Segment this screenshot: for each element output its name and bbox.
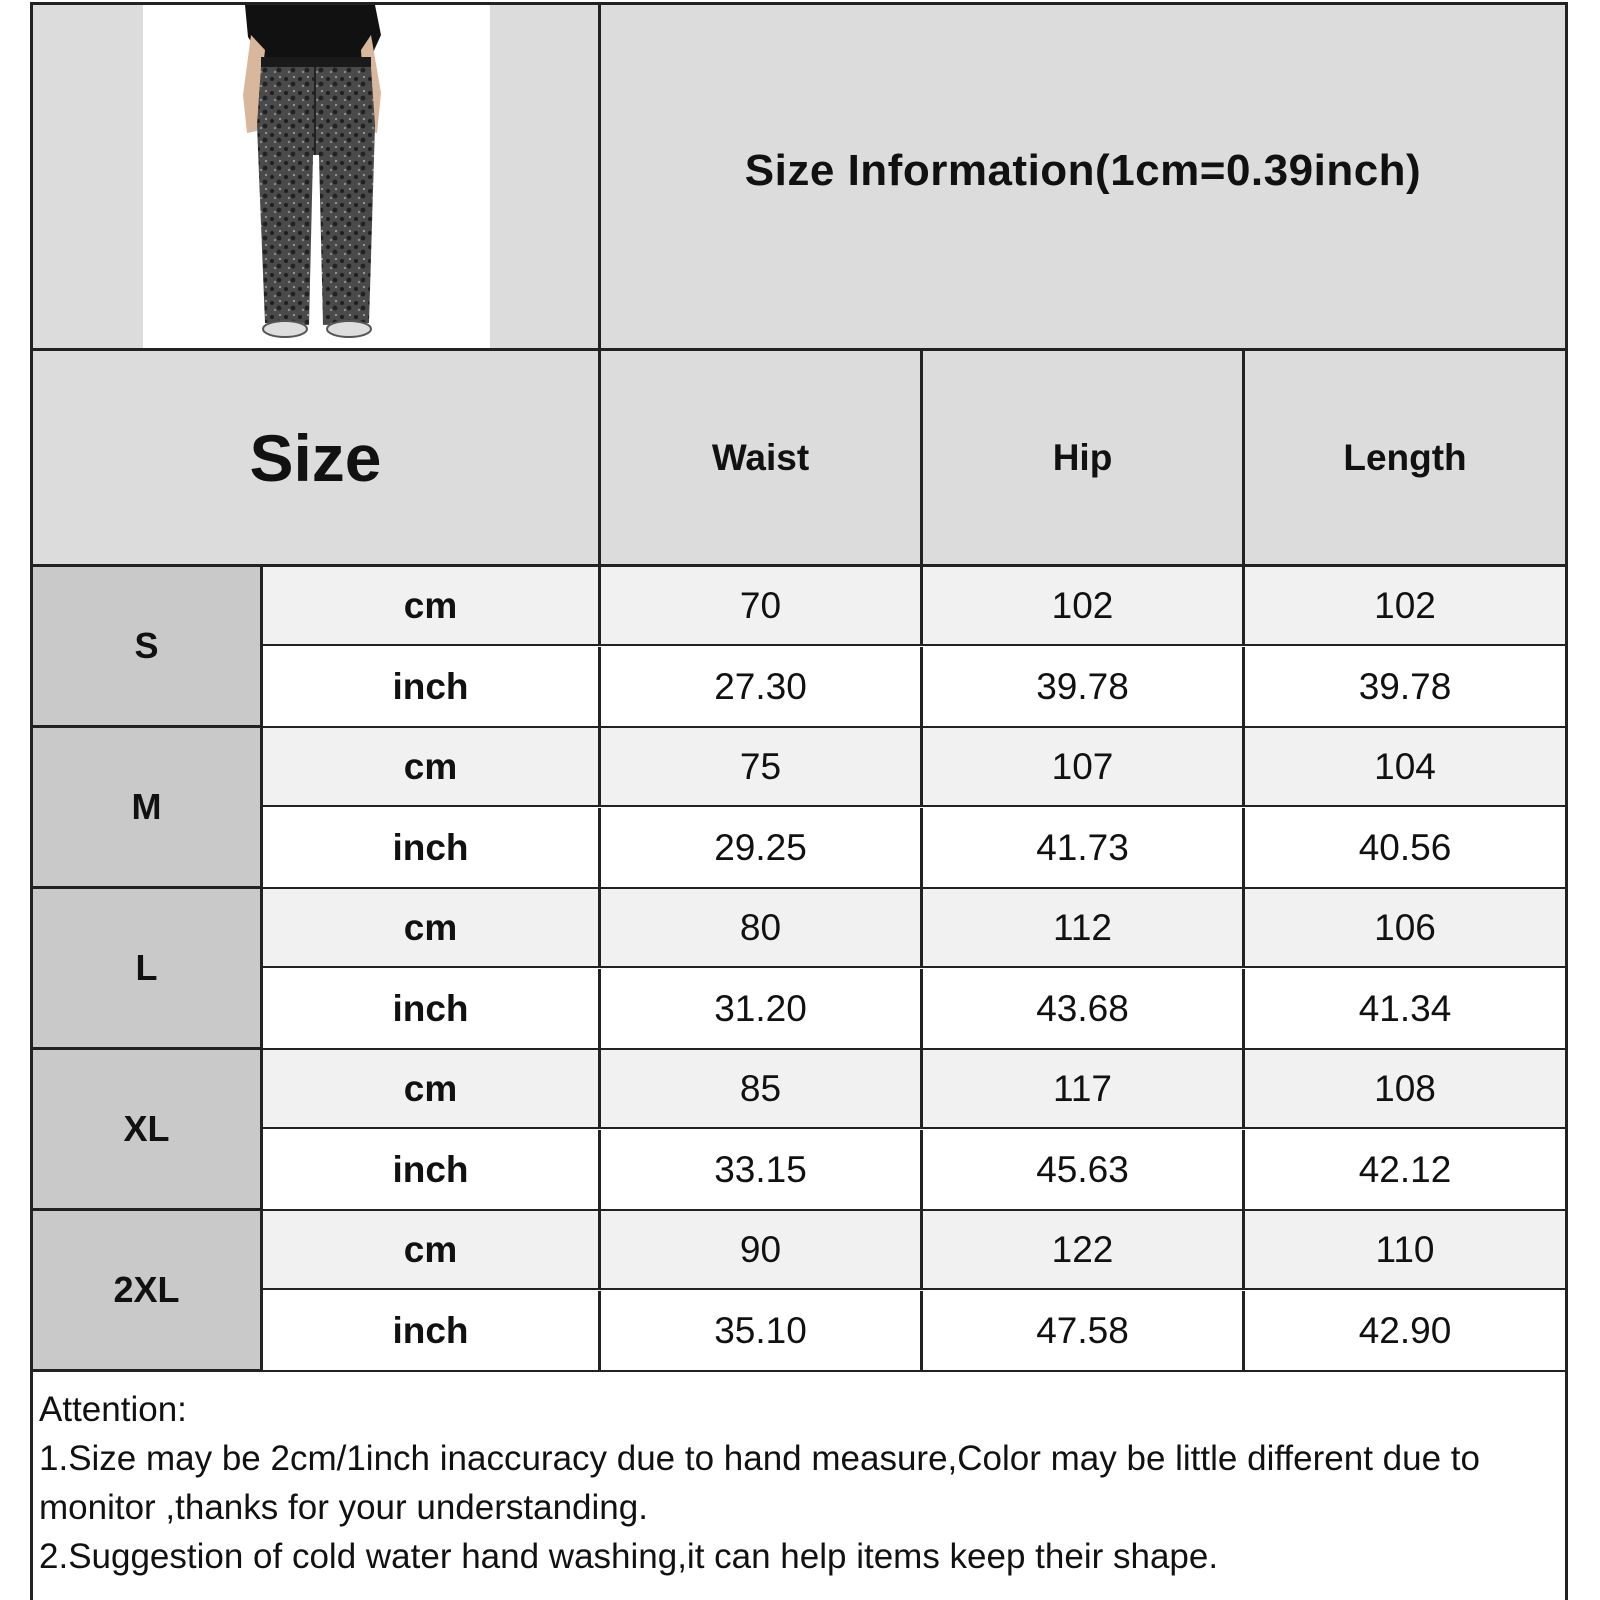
- length-cell: 110: [1375, 1228, 1435, 1270]
- column-header: Hip: [1052, 436, 1113, 478]
- size-group-l: [33, 889, 1565, 1050]
- unit-cell: inch: [263, 647, 601, 726]
- length-cell: 42.12: [1358, 1148, 1452, 1190]
- hip-cell: 112: [923, 889, 1245, 966]
- notes-line-2: 2.Suggestion of cold water hand washing,it can help items keep their shape.: [39, 1537, 1219, 1576]
- size-label: S: [134, 625, 159, 666]
- waist-cell: 31.20: [601, 969, 923, 1048]
- size-label: M: [131, 786, 162, 827]
- hip-cell: 102: [923, 567, 1245, 644]
- waist-cell: 33.15: [601, 1130, 923, 1209]
- size-header-label: Size: [249, 420, 382, 495]
- column-header: Waist: [711, 436, 810, 478]
- size-label: XL: [123, 1108, 170, 1149]
- table-row: [263, 889, 1565, 968]
- size-label-cell: [33, 889, 263, 1047]
- column-header: Length: [1343, 436, 1467, 478]
- attention-notes: [39, 1385, 1559, 1581]
- length-cell: 104: [1374, 745, 1436, 787]
- length-cell: 39.78: [1358, 665, 1452, 707]
- length-cell: 108: [1374, 1067, 1436, 1109]
- table-row: [263, 647, 1565, 726]
- waist-cell: 75: [601, 728, 923, 805]
- waist-cell: 90: [601, 1211, 923, 1288]
- unit-cell: cm: [263, 567, 601, 644]
- waist-cell: 29.25: [601, 808, 923, 887]
- size-label-cell: [33, 728, 263, 886]
- waist-cell: 80: [601, 889, 923, 966]
- waist-cell: 85: [601, 1050, 923, 1127]
- table-row: [263, 969, 1565, 1048]
- hip-cell: 41.73: [923, 808, 1245, 887]
- waist-cell: 35.10: [601, 1291, 923, 1370]
- table-row: [263, 808, 1565, 887]
- size-group-m: [33, 728, 1565, 889]
- hip-header-cell: [923, 351, 1245, 567]
- length-cell: 40.56: [1358, 826, 1452, 868]
- table-row: [263, 1050, 1565, 1129]
- length-header-cell: [1245, 351, 1565, 567]
- table-row: [263, 1130, 1565, 1209]
- length-cell: 106: [1374, 906, 1436, 948]
- hip-cell: 43.68: [923, 969, 1245, 1048]
- hip-cell: 45.63: [923, 1130, 1245, 1209]
- size-label-cell: [33, 1050, 263, 1208]
- size-header-cell: [33, 351, 601, 567]
- jeans-model-image: [143, 5, 490, 348]
- unit-cell: cm: [263, 889, 601, 966]
- hip-cell: 107: [923, 728, 1245, 805]
- size-group-xl: [33, 1050, 1565, 1211]
- notes-heading: Attention:: [39, 1390, 187, 1429]
- product-photo: [143, 5, 490, 348]
- product-photo-cell: [33, 5, 601, 351]
- notes-line-1: 1.Size may be 2cm/1inch inaccuracy due to hand measure,Color may be little different due to monitor ,thanks for your understanding.: [39, 1439, 1480, 1527]
- table-row: [263, 728, 1565, 807]
- unit-cell: cm: [263, 1211, 601, 1288]
- table-row: [263, 1291, 1565, 1370]
- hip-cell: 47.58: [923, 1291, 1245, 1370]
- size-label-cell: [33, 1211, 263, 1369]
- unit-cell: inch: [263, 1130, 601, 1209]
- page-title: Size Information(1cm=0.39inch): [744, 145, 1422, 195]
- hip-cell: 122: [923, 1211, 1245, 1288]
- unit-cell: inch: [263, 969, 601, 1048]
- unit-cell: cm: [263, 1050, 601, 1127]
- table-row: [263, 1211, 1565, 1290]
- unit-cell: inch: [263, 808, 601, 887]
- size-group-2xl: [33, 1211, 1565, 1372]
- length-cell: 102: [1374, 584, 1436, 626]
- size-chart: [30, 2, 1568, 1600]
- length-cell: 42.90: [1358, 1309, 1452, 1351]
- table-row: [263, 567, 1565, 646]
- size-info-title-cell: [601, 5, 1565, 351]
- waist-cell: 70: [601, 567, 923, 644]
- size-label-cell: [33, 567, 263, 725]
- length-cell: 41.34: [1358, 987, 1452, 1029]
- size-table-body: [33, 567, 1565, 1372]
- size-group-s: [33, 567, 1565, 728]
- hip-cell: 117: [923, 1050, 1245, 1127]
- unit-cell: cm: [263, 728, 601, 805]
- waist-cell: 27.30: [601, 647, 923, 726]
- size-label: L: [135, 947, 158, 988]
- hip-cell: 39.78: [923, 647, 1245, 726]
- size-label: 2XL: [113, 1269, 180, 1310]
- unit-cell: inch: [263, 1291, 601, 1370]
- waist-header-cell: [601, 351, 923, 567]
